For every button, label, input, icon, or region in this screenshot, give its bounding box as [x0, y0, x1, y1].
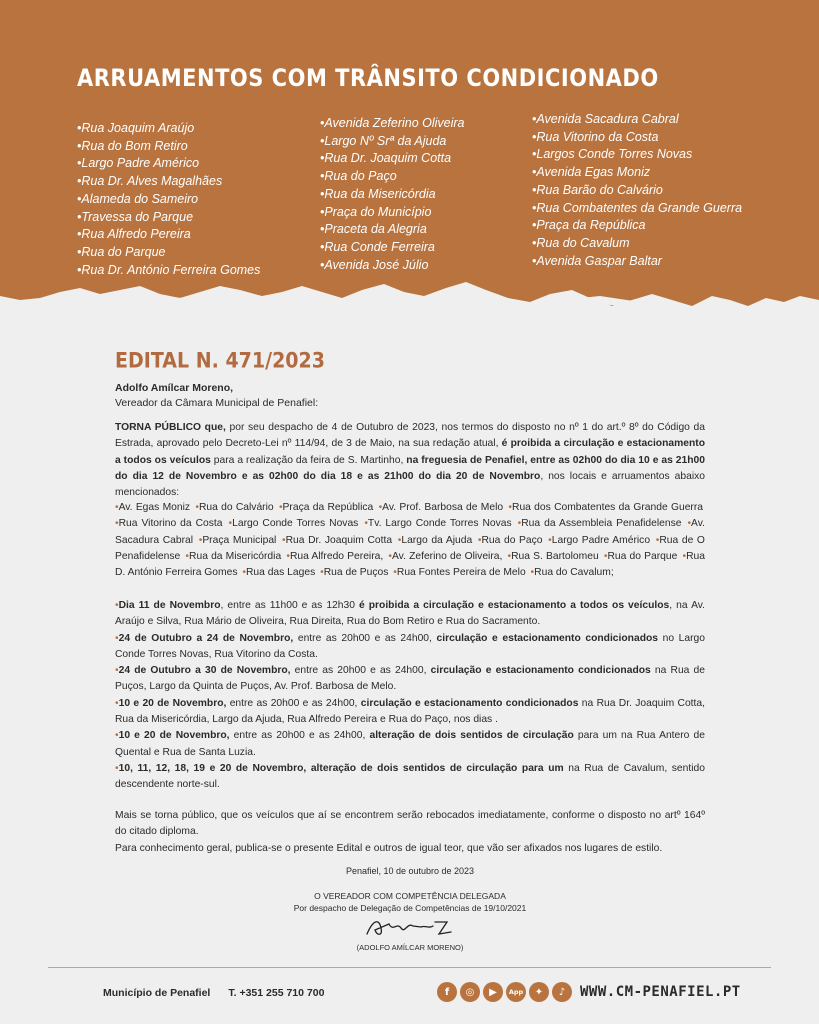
twitter-icon[interactable]: ✦ [529, 982, 549, 1002]
list-item: • Rua dos Combatentes da Grande Guerra [508, 502, 703, 513]
list-item: • Rua Combatentes da Grande Guerra [532, 200, 742, 218]
street-list-col-1 [77, 120, 260, 279]
restriction-item [115, 598, 705, 631]
list-item: • Rua do Cavalum [532, 235, 742, 253]
list-item: • Rua Vitorino da Costa [532, 129, 742, 147]
list-item: • Travessa do Parque [77, 209, 260, 227]
phone-number: T. +351 255 710 700 [228, 987, 325, 999]
signature-title: O VEREADOR COM COMPETÊNCIA DELEGADA [314, 891, 506, 901]
facebook-icon[interactable]: f [437, 982, 457, 1002]
restriction-item [115, 728, 705, 761]
restriction-date: 24 de Outubro a 30 de Novembro, [118, 665, 291, 677]
signature-block [115, 891, 705, 914]
restriction-location: na Rua Dr. Joaquim Cotta, Rua da Misericórdia, Largo da Ajuda, Rua Alfredo Pereira e Rua do Paço, nos dias . [115, 697, 705, 726]
list-item: • Rua Dr. Joaquim Cotta [282, 535, 392, 546]
restriction-date: 24 de Outubro a 24 de Novembro, [118, 632, 294, 644]
restriction-location: na Rua de Cavalum, sentido descendente norte-sul. [115, 762, 705, 791]
list-item: • Rua Fontes Pereira de Melo [393, 567, 525, 578]
list-item: • Rua da Misericórdia [185, 551, 281, 562]
list-item: • Avenida Sacadura Cabral [532, 111, 742, 129]
list-item: • Largo da Ajuda [398, 535, 472, 546]
list-item: • Rua Alfredo Pereira, [286, 551, 383, 562]
list-item: • Rua Dr. Joaquim Cotta [320, 150, 465, 168]
restrictions-list [115, 598, 705, 794]
app-icon[interactable]: App [506, 982, 526, 1002]
intro-period: na freguesia de Penafiel, entre as 02h00 do dia 10 e as 21h00 do dia 12 de Novembro e as 02h00 do dia 18 e as 21h00 do dia 20 de Novembro [115, 454, 706, 482]
list-item: • Rua da Assembleia Penafidelense [518, 518, 682, 529]
youtube-icon[interactable]: ▶ [483, 982, 503, 1002]
list-item: • Rua Alfredo Pereira [77, 226, 260, 244]
signature-subtitle: Por despacho de Delegação de Competências de 19/10/2021 [293, 902, 527, 913]
list-item: • Praceta da Alegria [320, 221, 465, 239]
restriction-time: entre as 20h00 e as 24h00, [290, 665, 431, 677]
list-item: • Rua Vitorino da Costa [115, 518, 223, 529]
street-list-col-3 [532, 111, 742, 270]
list-item: • Rua do Paço [478, 535, 543, 546]
list-item: • Rua do Parque [77, 244, 260, 262]
instagram-icon[interactable]: ◎ [460, 982, 480, 1002]
list-item: • Largo Padre Américo [77, 155, 260, 173]
restriction-location: no Largo Conde Torres Novas, Rua Vitorino da Costa. [115, 632, 705, 660]
closing-paragraph [115, 808, 705, 857]
list-item: • Largo Conde Torres Novas [229, 518, 359, 529]
restriction-item [115, 631, 705, 664]
intro-paragraph [115, 420, 705, 501]
list-item: • Rua do Calvário [195, 502, 273, 513]
intro-prohibition: é proibida a circulação e estacionamento a todos os veículos [115, 438, 705, 466]
banner-title: ARRUAMENTOS COM TRÂNSITO CONDICIONADO [77, 64, 659, 92]
restriction-time: entre as 20h00 e as 24h00, [226, 697, 361, 709]
intro-text: por seu despacho de 4 de Outubro de 2023, nos termos do disposto no nº 1 do art.º 8º do Código da Estrada, aprovado pelo Decreto-Lei nº 114/94, de 3 de Maio, na sua redação atual, [115, 422, 705, 450]
list-item: • Av. Egas Moniz [115, 502, 190, 513]
list-item: • Rua de Puços [320, 567, 388, 578]
street-list-col-2 [320, 115, 465, 274]
list-item: • Rua Dr. António Ferreira Gomes [77, 262, 260, 280]
document-date: Penafiel, 10 de outubro de 2023 [345, 866, 475, 876]
restriction-time: , entre as 11h00 e as 12h30 [220, 600, 359, 611]
tiktok-icon[interactable]: ♪ [552, 982, 572, 1002]
list-item: • Praça da República [532, 217, 742, 235]
list-item: • Rua Joaquim Araújo [77, 120, 260, 138]
closing-text: Mais se torna público, que os veículos que aí se encontrem serão rebocados imediatamente, conforme o disposto no artº 164º do citado diploma. [115, 810, 705, 838]
list-item: • Praça Municipal [199, 535, 277, 546]
list-item: • Rua Dr. Alves Magalhães [77, 173, 260, 191]
footer-divider [48, 967, 771, 968]
list-item: • Rua das Lages [242, 567, 315, 578]
signature-name: (ADOLFO AMÍLCAR MORENO) [356, 943, 464, 952]
list-item: • Rua do Parque [604, 551, 677, 562]
website-link[interactable]: WWW.CM-PENAFIEL.PT [580, 984, 741, 1000]
restriction-date: 10, 11, 12, 18, 19 e 20 de Novembro, alteração de dois sentidos de circulação para um [118, 762, 564, 774]
list-item: • Rua Barão do Calvário [532, 182, 742, 200]
list-item: • Praça da República [279, 502, 373, 513]
restriction-type: alteração de dois sentidos de circulação [369, 730, 574, 742]
restriction-type: é proibida a circulação e estacionamento a todos os veículos [358, 600, 670, 611]
signer-name: Adolfo Amílcar Moreno, [115, 382, 234, 394]
list-item: • Avenida Gaspar Baltar [532, 253, 742, 271]
header-banner [0, 0, 819, 320]
restriction-item [115, 696, 705, 729]
list-item: • Avenida Zeferino Oliveira [320, 115, 465, 133]
restriction-date: Dia 11 de Novembro [118, 600, 221, 611]
footer-contact [103, 987, 342, 999]
closing-text: Para conhecimento geral, publica-se o presente Edital e outros de igual teor, que vão ser afixados nos lugares de estilo. [115, 842, 663, 854]
restriction-type: circulação e estacionamento condicionados [436, 632, 659, 644]
list-item: • Largo Nº Srª da Ajuda [320, 133, 465, 151]
list-item: • Rua Conde Ferreira [320, 239, 465, 257]
list-item: • Avenida José Júlio [320, 257, 465, 275]
list-item: • Rua S. Bartolomeu [508, 551, 599, 562]
intro-text: , nos locais e arruamentos abaixo mencionados: [115, 470, 705, 499]
restriction-location: na Rua de Puços, Largo da Quinta de Puços, Av. Prof. Barbosa de Melo. [115, 665, 705, 693]
restriction-location: para um na Rua Antero de Quental e Rua de Santa Luzia. [115, 730, 705, 758]
list-item: • Av. Zeferino de Oliveira, [388, 551, 502, 562]
list-item: • Largo Padre Américo [548, 535, 650, 546]
signer-block [115, 381, 318, 411]
list-item: • Rua do Bom Retiro [77, 138, 260, 156]
social-icons [437, 982, 572, 1002]
restriction-time: entre as 20h00 e as 24h00, [229, 730, 370, 742]
list-item: • Alameda do Sameiro [77, 191, 260, 209]
restriction-item [115, 761, 705, 794]
list-item: • Rua do Paço [320, 168, 465, 186]
list-item: • Rua D. António Ferreira Gomes [115, 551, 705, 578]
list-item: • Avenida Egas Moniz [532, 164, 742, 182]
list-item: • Largos Conde Torres Novas [532, 146, 742, 164]
intro-lead: TORNA PÚBLICO que, [115, 422, 226, 433]
list-item: • Rua de O Penafidelense [115, 535, 705, 562]
restriction-type: circulação e estacionamento condicionados [360, 697, 579, 709]
signer-role: Vereador da Câmara Municipal de Penafiel: [115, 397, 319, 409]
organization-name: Município de Penafiel [103, 987, 211, 999]
affected-streets-list [115, 500, 705, 581]
restriction-location: , na Av. Araújo e Silva, Rua Mário de Oliveira, Rua Direita, Rua do Bom Retiro e Rua do Sacramento. [115, 600, 705, 628]
list-item: • Rua da Misericórdia [320, 186, 465, 204]
restriction-date: 10 e 20 de Novembro, [118, 697, 227, 709]
list-item: • Rua do Cavalum; [531, 567, 614, 578]
restriction-item [115, 663, 705, 696]
list-item: • Tv. Largo Conde Torres Novas [364, 518, 511, 529]
restriction-date: 10 e 20 de Novembro, [118, 730, 230, 742]
list-item: • Praça do Município [320, 204, 465, 222]
edital-title: EDITAL N. 471/2023 [115, 349, 325, 374]
restriction-time: entre as 20h00 e as 24h00, [293, 632, 437, 644]
restriction-type: circulação e estacionamento condicionados [430, 665, 651, 677]
intro-text: para a realização da feira de S. Martinho, [210, 454, 407, 466]
list-item: • Av. Sacadura Cabral [115, 518, 705, 545]
handwritten-signature [363, 914, 455, 940]
list-item: • Av. Prof. Barbosa de Melo [379, 502, 504, 513]
